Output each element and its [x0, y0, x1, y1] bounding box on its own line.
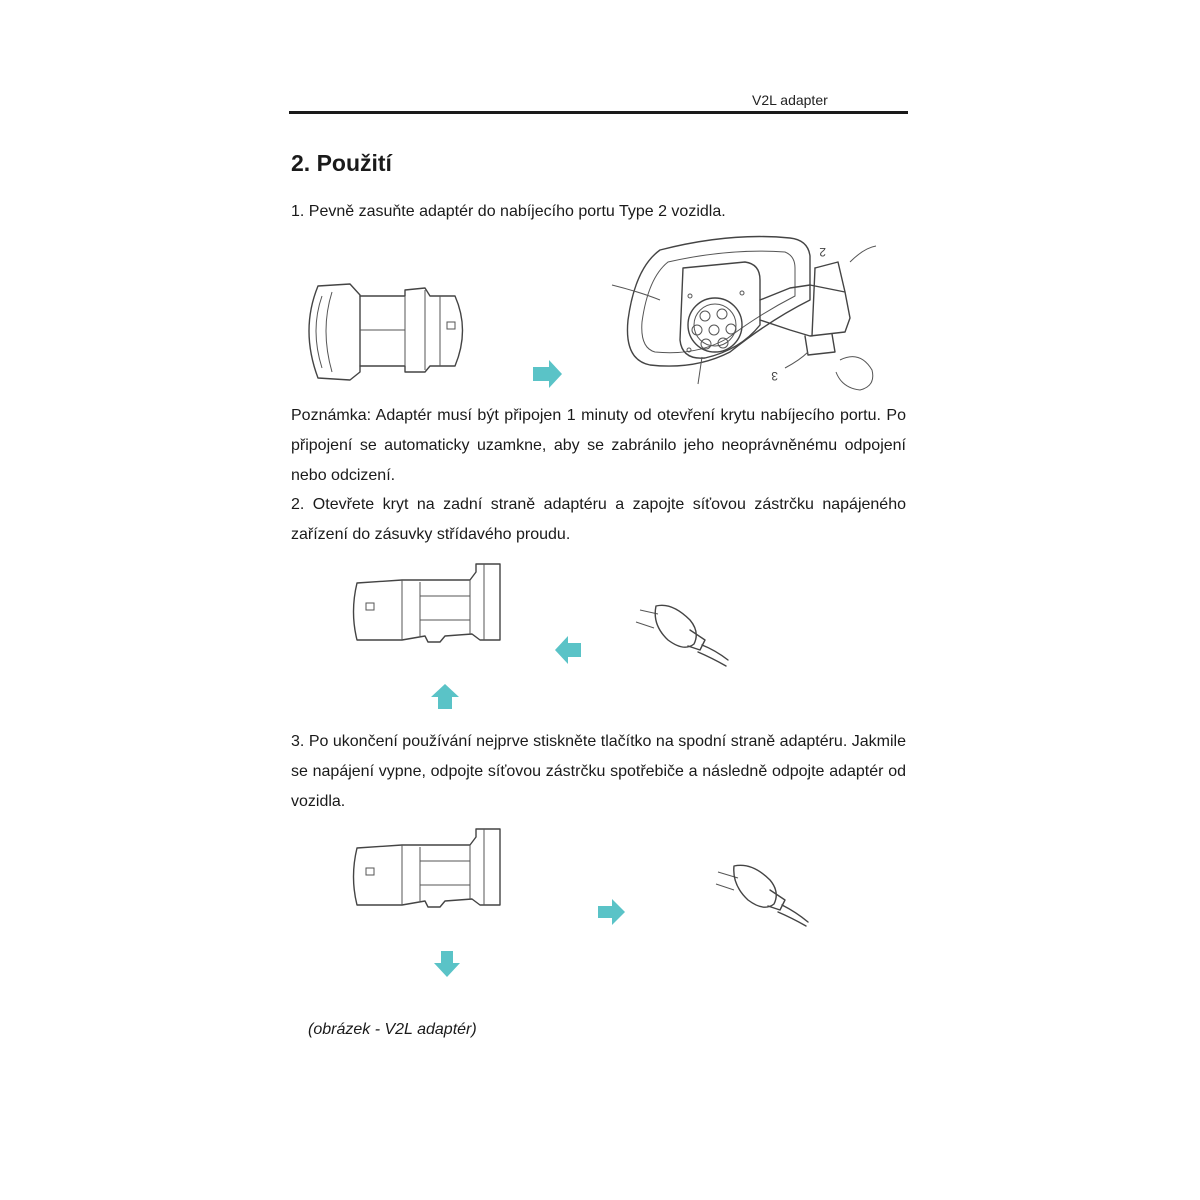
arrow-up-icon — [431, 684, 459, 709]
power-plug-illustration-1 — [636, 605, 728, 666]
step-3-text: 3. Po ukončení používání nejprve stiskněte tlačítko na spodní straně adaptéru. Jakmile se napájení vypne, odpojte síťovou zástrčku spotřebiče a následně odpojte adaptér od vozidla. — [291, 733, 906, 810]
section-title: 2. Použití — [291, 150, 392, 176]
step-1-text: 1. Pevně zasuňte adaptér do nabíjecího portu Type 2 vozidla. — [291, 203, 726, 220]
callout-label-2: 2 — [819, 245, 826, 259]
note-text: Poznámka: Adaptér musí být připojen 1 minuty od otevření krytu nabíjecího portu. Po připojení se automaticky uzamkne, aby se zabránilo jeho neoprávněnému odpojení nebo odcizení. — [291, 407, 906, 484]
callout-label-3: 3 — [771, 369, 778, 383]
adapter-top-illustration-2 — [354, 564, 501, 642]
adapter-top-illustration-3 — [354, 829, 501, 907]
arrow-right-icon — [598, 899, 625, 925]
step-2-text: 2. Otevřete kryt na zadní straně adaptéru a zapojte síťovou zástrčku napájeného zařízení do zásuvky střídavého proudu. — [291, 496, 906, 543]
adapter-side-illustration — [309, 284, 463, 380]
arrow-down-icon — [434, 951, 460, 977]
arrow-right-icon — [533, 360, 562, 388]
arrow-left-icon — [555, 636, 581, 664]
header-label: V2L adapter — [752, 92, 828, 108]
car-port-illustration — [612, 237, 876, 391]
figure-caption: (obrázek - V2L adaptér) — [308, 1021, 477, 1038]
power-plug-illustration-2 — [716, 865, 808, 926]
